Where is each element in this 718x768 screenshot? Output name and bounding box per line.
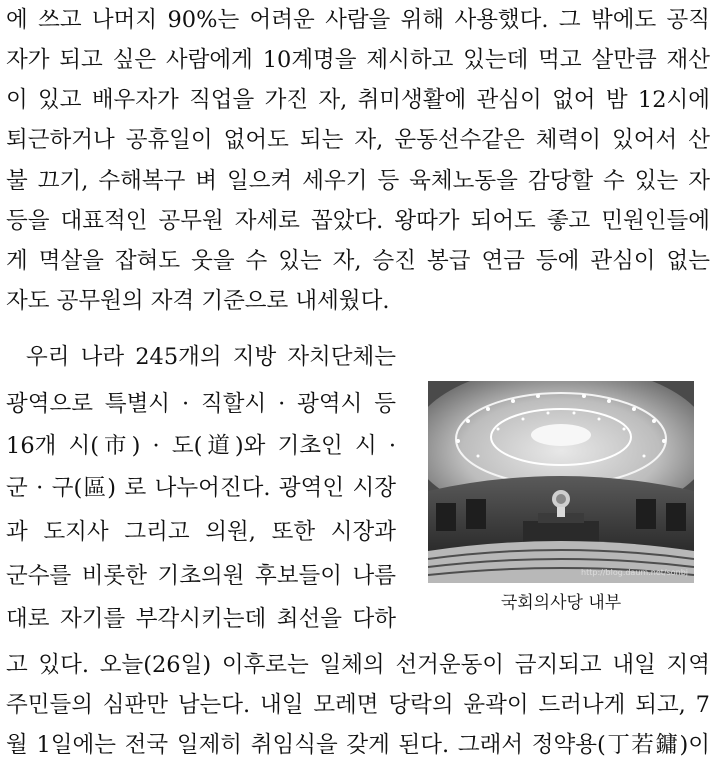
text-line: 등을 대표적인 공무원 자세로 꼽았다. 왕따가 되어도 좋고 민원인들에 — [6, 208, 710, 234]
text-line: 광역으로 특별시 · 직할시 · 광역시 등 — [6, 391, 396, 417]
photo-watermark: http://blog.daum.net/sonbj — [581, 568, 688, 577]
text-line: 자가 되고 싶은 사람에게 10계명을 제시하고 있는데 먹고 살만큼 재산 — [6, 47, 710, 73]
text-line: 고 있다. 오늘(26일) 이후로는 일체의 선거운동이 금지되고 내일 지역 — [6, 652, 710, 678]
text-line: 월 1일에는 전국 일제히 취임식을 갖게 된다. 그래서 정약용(丁若鏞)이 — [6, 732, 710, 758]
text-line: 주민들의 심판만 남는다. 내일 모레면 당락의 윤곽이 드러나게 되고, 7 — [6, 692, 710, 718]
text-line: 과 도지사 그리고 의원, 또한 시장과 — [6, 519, 396, 545]
text-line: 16개 시(市) · 도(道)와 기초인 시 · — [6, 433, 396, 459]
text-line: 게 멱살을 잡혀도 웃을 수 있는 자, 승진 봉급 연금 등에 관심이 없는 — [6, 248, 710, 274]
assembly-hall-illustration — [428, 381, 694, 583]
text-line: 대로 자기를 부각시키는데 최선을 다하 — [6, 606, 396, 632]
text-line: 에 쓰고 나머지 90%는 어려운 사람을 위해 사용했다. 그 밖에도 공직 — [6, 7, 710, 33]
figure-caption: 국회의사당 내부 — [500, 593, 622, 613]
text-line: 퇴근하거나 공휴일이 없어도 되는 자, 운동선수같은 체력이 있어서 산 — [6, 127, 710, 153]
text-line: 우리 나라 245개의 지방 자치단체는 — [26, 344, 396, 370]
text-line: 불 끄기, 수해복구 벼 일으켜 세우기 등 육체노동을 감당할 수 있는 자 — [6, 168, 710, 194]
text-line: 자도 공무원의 자격 기준으로 내세웠다. — [6, 288, 390, 314]
assembly-hall-photo — [428, 381, 694, 583]
text-line: 군 · 구(區) 로 나누어진다. 광역인 시장 — [6, 475, 396, 501]
text-line: 군수를 비롯한 기초의원 후보들이 나름 — [6, 563, 396, 589]
text-line: 이 있고 배우자가 직업을 가진 자, 취미생활에 관심이 없어 밤 12시에 — [6, 87, 710, 113]
